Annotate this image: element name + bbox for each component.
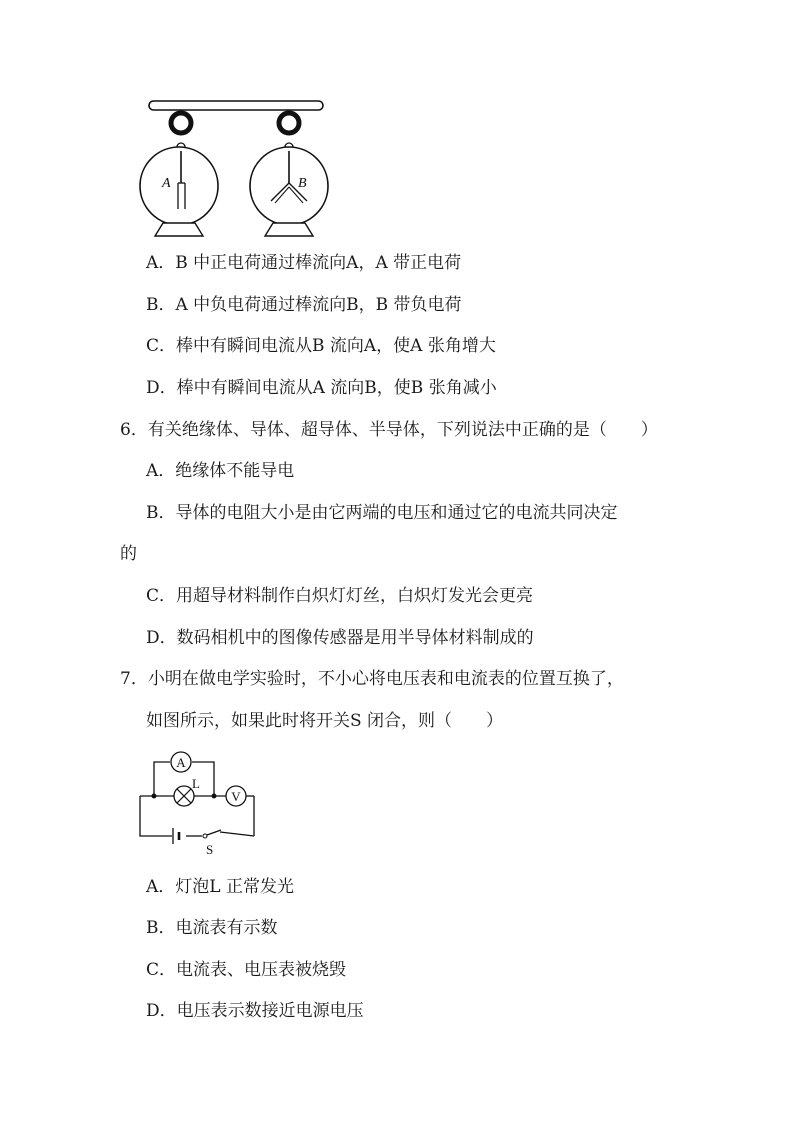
label-b: B [298,176,307,191]
junction-left [152,794,157,799]
label-a: A [162,176,171,191]
connecting-rod [149,101,323,110]
electroscope-figure [135,95,335,240]
q5-option-b: B．A 中负电荷通过棒流向B，B 带负电荷 [146,295,462,315]
q6-option-d: D．数码相机中的图像传感器是用半导体材料制成的 [146,628,534,648]
q7-stem-line1: 7．小明在做电学实验时，不小心将电压表和电流表的位置互换了， [120,669,624,689]
q7-stem-line2: 如图所示，如果此时将开关S 闭合，则（ ） [146,711,504,731]
junction-right [212,794,217,799]
electroscope-b [250,113,328,236]
q7-option-b: B．电流表有示数 [146,918,278,938]
q6-option-b-cont: 的 [120,544,137,564]
q5-option-c: C．棒中有瞬间电流从B 流向A，使A 张角增大 [146,336,496,356]
battery-symbol [173,828,179,844]
q6-option-c: C．用超导材料制作白炽灯灯丝，白炽灯发光会更亮 [146,586,534,606]
q6-option-a: A．绝缘体不能导电 [146,461,295,481]
q7-option-a: A．灯泡L 正常发光 [146,877,294,897]
switch-label: S [206,842,214,856]
lamp-symbol [174,776,200,806]
voltmeter-label: V [231,789,241,804]
circuit-diagram [132,748,262,856]
q7-option-d: D．电压表示数接近电源电压 [146,1001,364,1021]
switch-symbol [203,830,221,856]
lamp-label: L [192,776,200,791]
ammeter-label: A [176,755,186,770]
q7-option-c: C．电流表、电压表被烧毁 [146,960,347,980]
q6-option-b: B．导体的电阻大小是由它两端的电压和通过它的电流共同决定 [146,503,618,523]
voltmeter-symbol [226,786,246,806]
q5-option-d: D．棒中有瞬间电流从A 流向B，使B 张角减小 [146,378,497,398]
q5-option-a: A．B 中正电荷通过棒流向A，A 带正电荷 [146,253,462,273]
electroscope-a [140,113,218,236]
ammeter-symbol [171,752,191,772]
q6-stem: 6．有关绝缘体、导体、超导体、半导体，下列说法中正确的是（ ） [120,420,658,440]
